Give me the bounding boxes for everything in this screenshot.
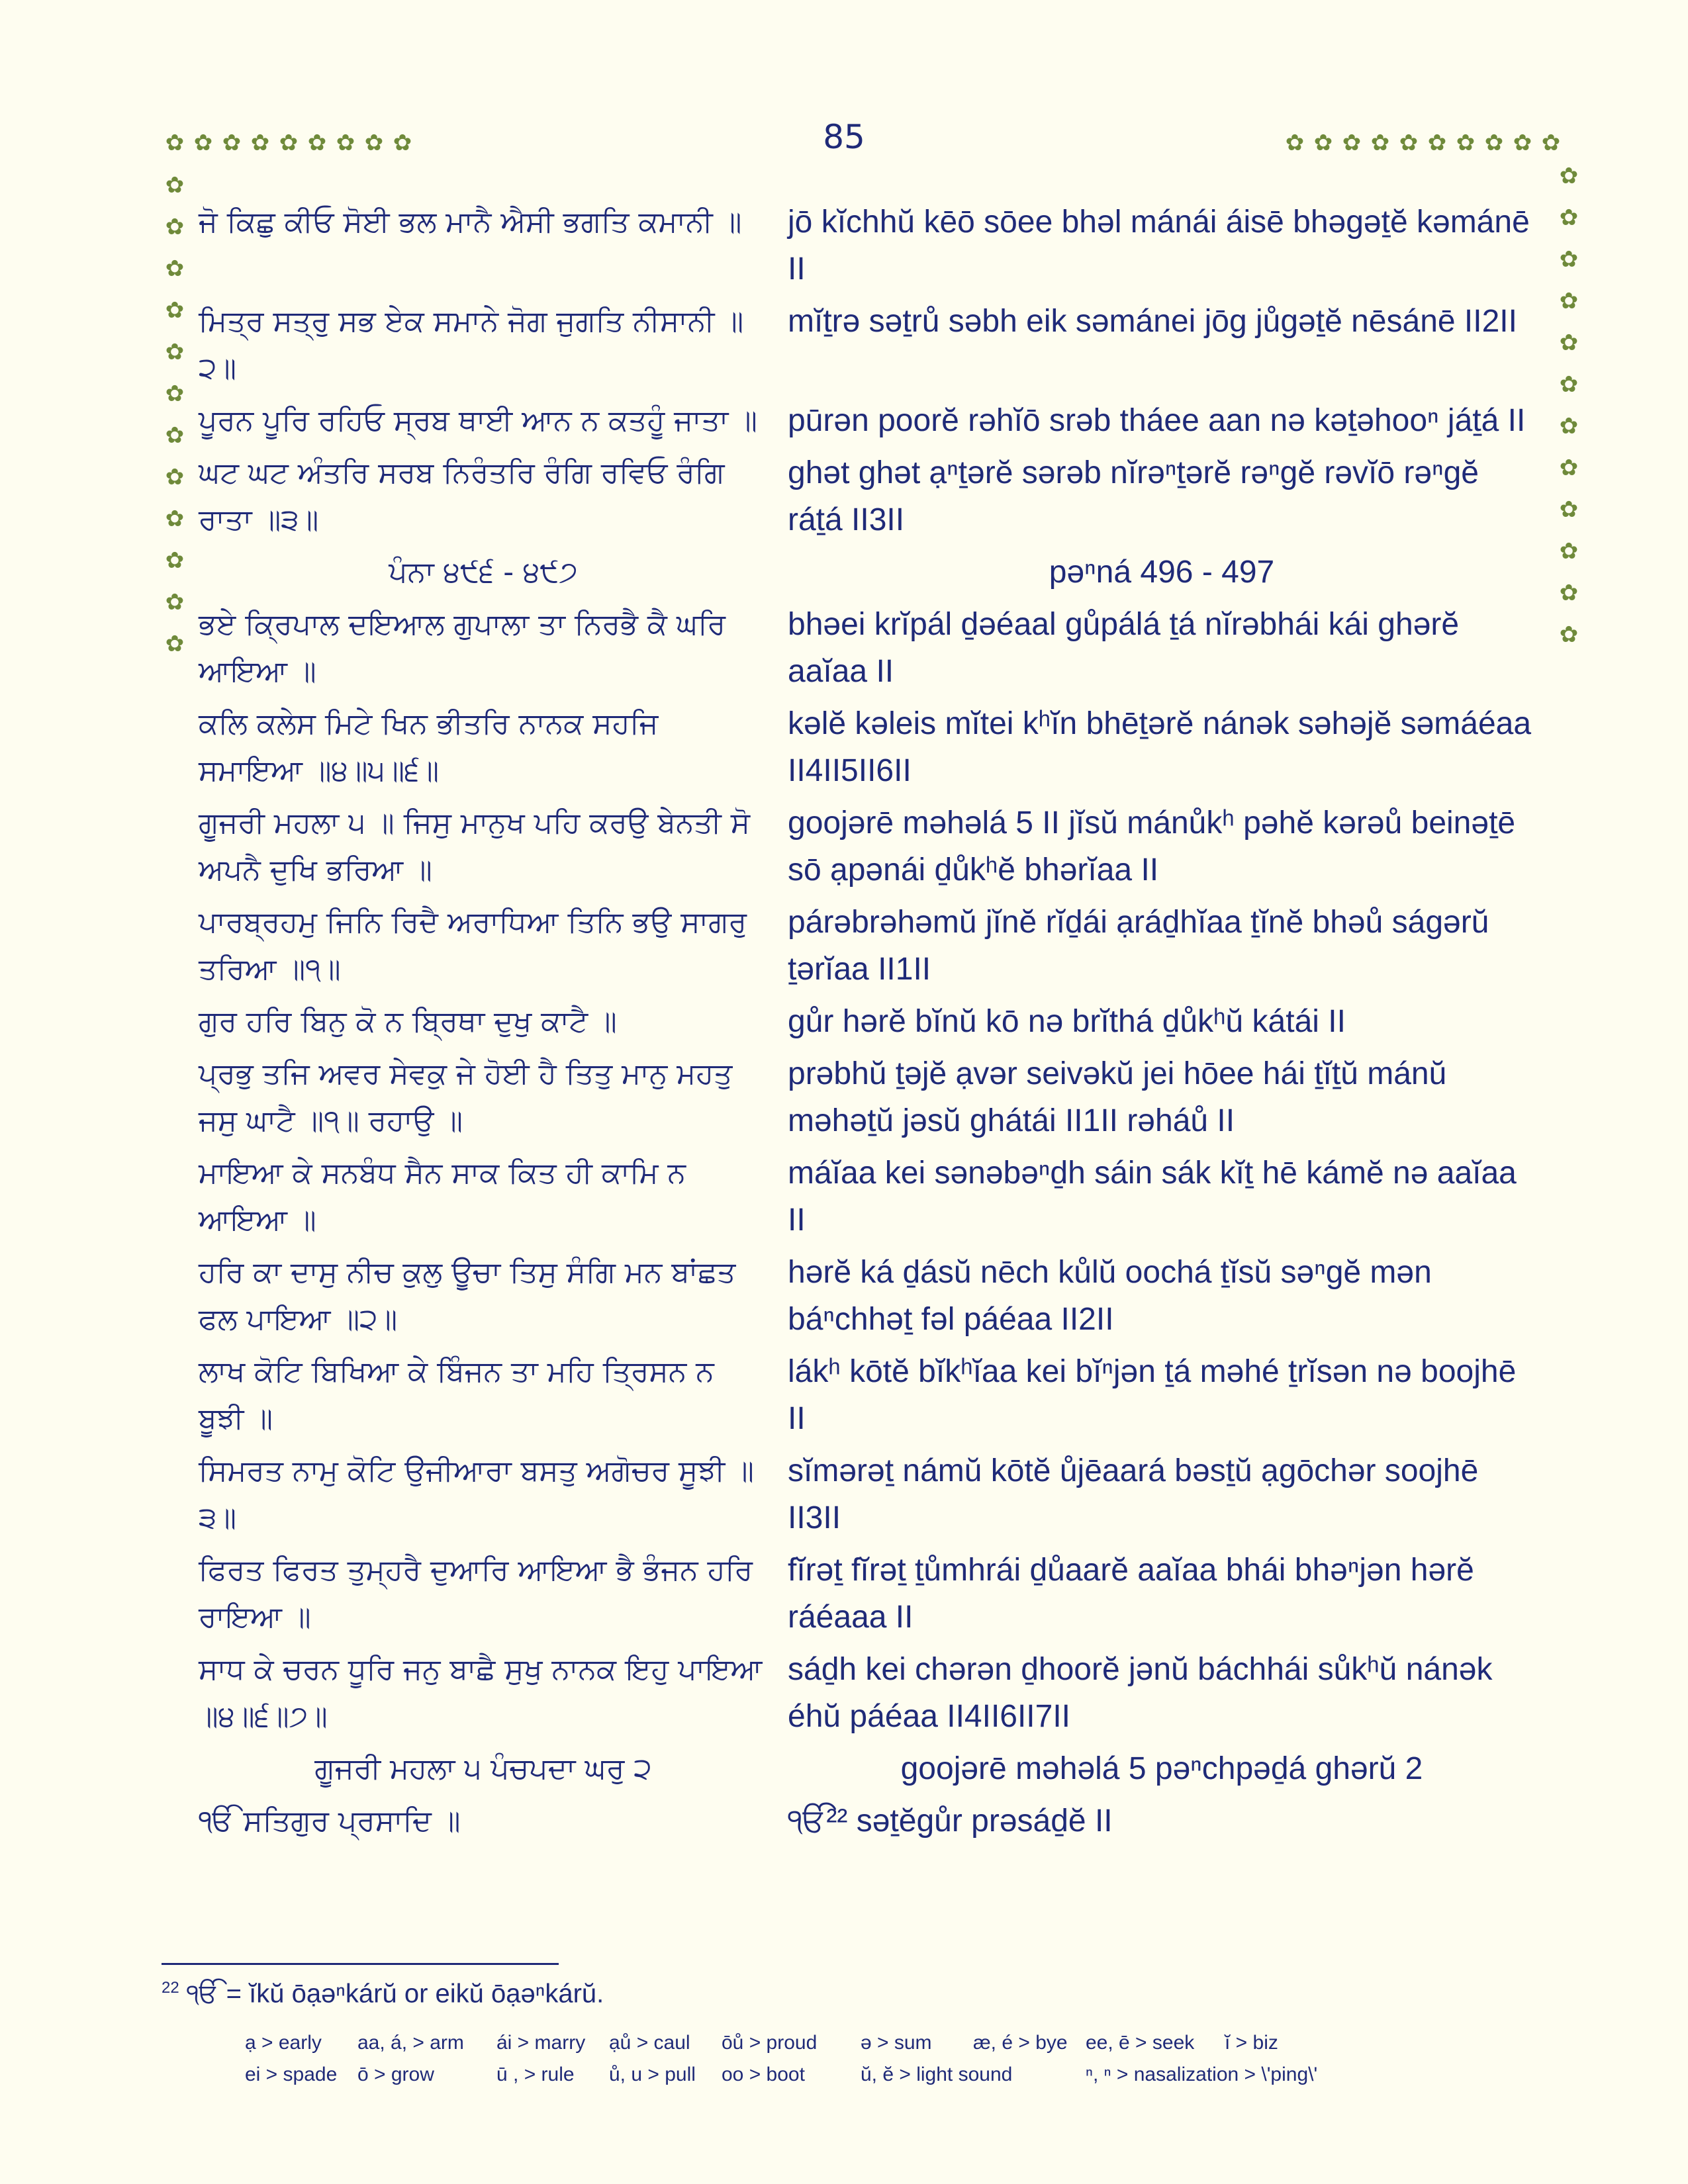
ornament-left-column: [162, 172, 188, 672]
footnote-divider: [162, 1963, 559, 1965]
transliteration-text: lákʰ kōtĕ bĭkʰĭaa kei bĭⁿjən ṯá məhé ṯrĭsən nə boojhē II: [788, 1354, 1517, 1436]
footnote: [162, 1979, 604, 2009]
verse-row: [199, 449, 1536, 543]
flower-icon: ✿: [1559, 455, 1579, 481]
flower-icon: ✿: [165, 381, 185, 407]
flower-icon: ✿: [1342, 130, 1362, 156]
footnote-marker: 22: [162, 1979, 179, 1997]
flower-icon: ✿: [165, 547, 185, 574]
flower-icon: ✿: [165, 297, 185, 324]
gurmukhi-text: ਸਿਮਰਤ ਨਾਮੁ ਕੋਟਿ ਉਜੀਆਰਾ ਬਸਤੁ ਅਗੋਚਰ ਸੂਝੀ ॥੩॥: [199, 1454, 754, 1535]
transliteration-text: gůr hərĕ bĭnŭ kō nə brĭthá ḏůkʰŭ kátái II: [788, 1004, 1346, 1039]
flower-icon: ✿: [1513, 130, 1532, 156]
transliteration-heading: goojərē məhəlá 5 pəⁿchpəḏá ghərŭ 2: [900, 1751, 1423, 1786]
transliteration-text: hərĕ ká ḏásŭ nēch kůlŭ oochá ṯĭsŭ səⁿgĕ mən báⁿchhəṯ fəl páéaa II2II: [788, 1255, 1432, 1337]
gurmukhi-text: ਹਰਿ ਕਾ ਦਾਸੁ ਨੀਚ ਕੁਲੁ ਊਚਾ ਤਿਸੁ ਸੰਗਿ ਮਨ ਬਾਂਛਤ ਫਲ ਪਾਇਆ ॥੨॥: [199, 1255, 736, 1336]
flower-icon: ✿: [1559, 371, 1579, 398]
verse-row: [199, 397, 1536, 444]
legend-item: ů, u > pull: [609, 2064, 696, 2085]
verse-row: [199, 1646, 1536, 1740]
transliteration-text: ੴ²² səṯĕgůr prəsáḏĕ II: [788, 1803, 1113, 1839]
transliteration-text: fĭrəṯ fĭrəṯ ṯůmhrái ḏůaarĕ aaĭaa bhái bhəⁿjən hərĕ ráéaaa II: [788, 1553, 1474, 1635]
flower-icon: ✿: [165, 631, 185, 657]
gurmukhi-text: ਪ੍ਰਭੁ ਤਜਿ ਅਵਰ ਸੇਵਕੁ ਜੇ ਹੋਈ ਹੈ ਤਿਤੁ ਮਾਨੁ ਮਹਤੁ ਜਸੁ ਘਾਟੈ ॥੧॥ ਰਹਾਉ ॥: [199, 1057, 733, 1138]
flower-icon: ✿: [165, 255, 185, 282]
flower-icon: ✿: [165, 339, 185, 365]
legend-item: ạů > caul: [609, 2032, 690, 2054]
transliteration-text: kəlĕ kəleis mĭtei kʰĭn bhēṯərĕ nánək səhəjĕ səmáéaa II4II5II6II: [788, 706, 1532, 788]
verse-row: [199, 799, 1536, 893]
gurmukhi-text: ਗੁਰ ਹਰਿ ਬਿਨੁ ਕੋ ਨ ਬ੍ਰਿਥਾ ਦੁਖੁ ਕਾਟੈ ॥: [199, 1005, 617, 1038]
transliteration-text: párəbrəhəmŭ jĭnĕ rĭḏái ạráḏhĭaa ṯĭnĕ bhəů ságərŭ ṯərĭaa II1II: [788, 905, 1489, 987]
flower-icon: ✿: [336, 130, 355, 156]
flower-icon: ✿: [1559, 205, 1579, 231]
legend-item: ⁿ, ⁿ > nasalization > \'ping\': [1086, 2064, 1318, 2085]
verse-table: [199, 199, 1536, 1850]
verse-row: [199, 1150, 1536, 1244]
flower-icon: ✿: [222, 130, 242, 156]
legend-item: ō > grow: [357, 2064, 434, 2085]
gurmukhi-heading: ਗੂਜਰੀ ਮਹਲਾ ੫ ਪੰਚਪਦਾ ਘਰੁ ੨: [314, 1752, 652, 1786]
verse-row: [199, 1348, 1536, 1442]
flower-icon: ✿: [165, 214, 185, 240]
flower-icon: ✿: [1427, 130, 1447, 156]
flower-icon: ✿: [393, 130, 412, 156]
verse-row: [199, 998, 1536, 1045]
transliteration-text: jō kĭchhŭ kēō sōee bhəl mánái áisē bhəgəṯĕ kəmánē II: [788, 205, 1530, 287]
flower-icon: ✿: [165, 422, 185, 449]
ornament-right-column: [1556, 163, 1582, 663]
flower-icon: ✿: [165, 464, 185, 490]
flower-icon: ✿: [1484, 130, 1504, 156]
page-number: 85: [823, 118, 865, 156]
flower-icon: ✿: [1399, 130, 1419, 156]
transliteration-text: pūrən poorĕ rəhĭō srəb tháee aan nə kəṯəhooⁿ jáṯá II: [788, 403, 1526, 438]
verse-row: [199, 1547, 1536, 1641]
verse-row: [199, 298, 1536, 392]
flower-icon: ✿: [1313, 130, 1333, 156]
gurmukhi-text: ਕਲਿ ਕਲੇਸ ਮਿਟੇ ਖਿਨ ਭੀਤਰਿ ਨਾਨਕ ਸਹਜਿ ਸਮਾਇਆ ॥੪॥੫॥੬॥: [199, 707, 659, 788]
legend-item: ạ > early: [245, 2032, 322, 2054]
gurmukhi-text: ਮਿਤ੍ਰ ਸਤ੍ਰੁ ਸਭ ਏਕ ਸਮਾਨੇ ਜੋਗ ਜੁਗਤਿ ਨੀਸਾਨੀ ॥੨॥: [199, 304, 744, 385]
transliteration-text: goojərē məhəlá 5 II jĭsŭ mánůkʰ pəhĕ kərəů beinəṯē sō ạpənái ḏůkʰĕ bhərĭaa II: [788, 805, 1516, 887]
legend-item: ei > spade: [245, 2064, 338, 2085]
gurmukhi-text: ਘਟ ਘਟ ਅੰਤਰਿ ਸਰਬ ਨਿਰੰਤਰਿ ਰੰਗਿ ਰਵਿਓ ਰੰਗਿ ਰਾਤਾ ॥੩॥: [199, 456, 725, 537]
flower-icon: ✿: [193, 130, 213, 156]
transliteration-text: ghət ghət ạⁿṯərĕ sərəb nĭrəⁿṯərĕ rəⁿgĕ rəvĭō rəⁿgĕ ráṯá II3II: [788, 455, 1479, 537]
legend-item: ōů > proud: [722, 2032, 818, 2054]
verse-row: [199, 899, 1536, 993]
flower-icon: ✿: [1559, 246, 1579, 273]
gurmukhi-text: ਜੋ ਕਿਛੁ ਕੀਓ ਸੋਈ ਭਲ ਮਾਨੈ ਐਸੀ ਭਗਤਿ ਕਮਾਨੀ ॥: [199, 205, 742, 239]
verse-row: [199, 601, 1536, 695]
verse-row: [199, 1447, 1536, 1541]
gurmukhi-text: ਪੂਰਨ ਪੂਰਿ ਰਹਿਓ ਸ੍ਰਬ ਥਾਈ ਆਨ ਨ ਕਤਹੂੰ ਜਾਤਾ ॥: [199, 404, 757, 437]
verse-row: [199, 199, 1536, 293]
flower-icon: ✿: [1559, 288, 1579, 314]
gurmukhi-text: ਫਿਰਤ ਫਿਰਤ ਤੁਮ੍ਹਰੈ ਦੁਆਰਿ ਆਇਆ ਭੈ ਭੰਜਨ ਹਰਿ ਰਾਇਆ ॥: [199, 1553, 753, 1634]
flower-icon: ✿: [279, 130, 299, 156]
ornament-top-left: [162, 130, 418, 156]
legend-item: ū , > rule: [496, 2064, 575, 2085]
section-heading-row: [199, 1745, 1536, 1792]
flower-icon: ✿: [250, 130, 270, 156]
flower-icon: ✿: [165, 589, 185, 615]
ornament-top-right: [1282, 130, 1566, 156]
legend-row: [245, 2032, 1503, 2054]
verse-row: [199, 1249, 1536, 1343]
transliteration-text: prəbhŭ ṯəjĕ ạvər seivəkŭ jei hōee hái ṯĭṯŭ mánŭ məhəṯŭ jəsŭ ghátái II1II rəháů II: [788, 1056, 1447, 1138]
transliteration-text: máĭaa kei sənəbəⁿḏh sáin sák kĭṯ hē kámĕ nə aaĭaa II: [788, 1156, 1517, 1238]
transliteration-text: sáḏh kei chərən ḏhoorĕ jənŭ báchhái sůkʰŭ nánək éhŭ páéaa II4II6II7II: [788, 1652, 1493, 1734]
flower-icon: ✿: [1541, 130, 1561, 156]
legend-item: ə > sum: [861, 2032, 932, 2054]
flower-icon: ✿: [1559, 621, 1579, 648]
flower-icon: ✿: [165, 506, 185, 532]
gurmukhi-text: ਪਾਰਬ੍ਰਹਮੁ ਜਿਨਿ ਰਿਦੈ ਅਰਾਧਿਆ ਤਿਨਿ ਭਉ ਸਾਗਰੁ ਤਰਿਆ ॥੧॥: [199, 905, 747, 986]
page-reference-row: [199, 549, 1536, 596]
legend-item: ái > marry: [496, 2032, 586, 2054]
flower-icon: ✿: [1285, 130, 1305, 156]
gurmukhi-text: ਸਾਧ ਕੇ ਚਰਨ ਧੂਰਿ ਜਨੁ ਬਾਛੈ ਸੁਖੁ ਨਾਨਕ ਇਹੁ ਪਾਇਆ ॥੪॥੬॥੭॥: [199, 1653, 763, 1733]
gurmukhi-heading: ਪੰਨਾ ੪੯੬ - ੪੯੭: [389, 555, 578, 589]
pronunciation-legend: [245, 2032, 1503, 2095]
flower-icon: ✿: [1456, 130, 1476, 156]
verse-row: [199, 700, 1536, 794]
flower-icon: ✿: [1370, 130, 1390, 156]
legend-item: aa, á, > arm: [357, 2032, 464, 2054]
flower-icon: ✿: [1559, 330, 1579, 356]
footnote-text: ੴ = ĭkŭ ōạəⁿkárŭ or eikŭ ōạəⁿkárŭ.: [186, 1979, 604, 2009]
gurmukhi-text: ਮਾਇਆ ਕੇ ਸਨਬੰਧ ਸੈਨ ਸਾਕ ਕਿਤ ਹੀ ਕਾਮਿ ਨ ਆਇਆ ॥: [199, 1156, 686, 1237]
transliteration-text: mĭṯrə səṯrů səbh eik səmánei jōg jůgəṯĕ nēsánē II2II: [788, 304, 1517, 339]
verse-row: [199, 1797, 1536, 1844]
flower-icon: ✿: [364, 130, 384, 156]
verse-row: [199, 1050, 1536, 1144]
flower-icon: ✿: [1559, 413, 1579, 439]
transliteration-text: bhəei krĭpál ḏəéaal gůpálá ṯá nĭrəbhái kái ghərĕ aaĭaa II: [788, 607, 1460, 689]
transliteration-text: sĭmərəṯ námŭ kōtĕ ůjēaará bəsṯŭ ạgōchər soojhē II3II: [788, 1453, 1479, 1535]
gurmukhi-text: ਲਾਖ ਕੋਟਿ ਬਿਖਿਆ ਕੇ ਬਿੰਜਨ ਤਾ ਮਹਿ ਤ੍ਰਿਸਨ ਨ ਬੂਝੀ ॥: [199, 1355, 714, 1435]
flower-icon: ✿: [165, 130, 185, 156]
legend-row: [245, 2064, 1503, 2086]
flower-icon: ✿: [165, 172, 185, 199]
transliteration-heading: pəⁿná 496 - 497: [1049, 555, 1275, 590]
flower-icon: ✿: [1559, 163, 1579, 189]
gurmukhi-text: ੴ ਸਤਿਗੁਰ ਪ੍ਰਸਾਦਿ ॥: [199, 1804, 461, 1838]
flower-icon: ✿: [1559, 496, 1579, 523]
legend-item: oo > boot: [722, 2064, 805, 2085]
gurmukhi-text: ਗੂਜਰੀ ਮਹਲਾ ੫ ॥ ਜਿਸੁ ਮਾਨੁਖ ਪਹਿ ਕਰਉ ਬੇਨਤੀ ਸੋ ਅਪਨੈ ਦੁਖਿ ਭਰਿਆ ॥: [199, 806, 751, 887]
gurmukhi-text: ਭਏ ਕ੍ਰਿਪਾਲ ਦਇਆਲ ਗੁਪਾਲਾ ਤਾ ਨਿਰਭੈ ਕੈ ਘਰਿ ਆਇਆ ॥: [199, 608, 726, 688]
legend-item: æ, é > bye: [973, 2032, 1068, 2054]
legend-item: ee, ē > seek: [1086, 2032, 1195, 2054]
flower-icon: ✿: [1559, 538, 1579, 565]
flower-icon: ✿: [1559, 580, 1579, 606]
flower-icon: ✿: [307, 130, 327, 156]
legend-item: ĭ > biz: [1225, 2032, 1278, 2054]
legend-item: ŭ, ĕ > light sound: [861, 2064, 1013, 2085]
